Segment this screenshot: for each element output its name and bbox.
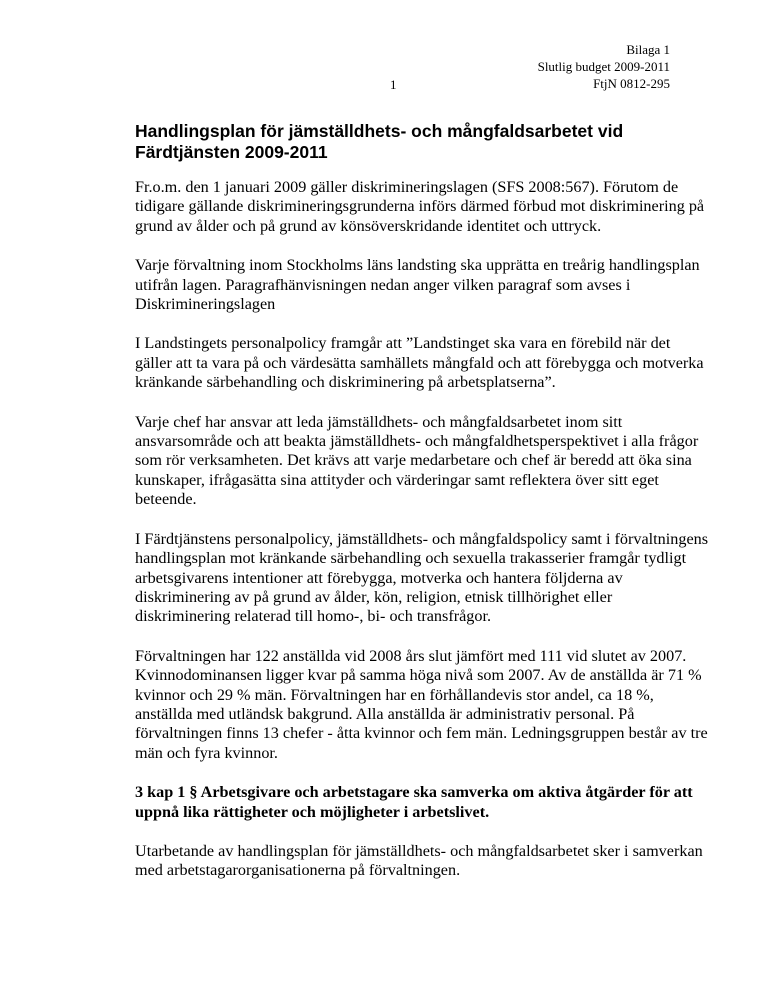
header-line-attachment: Bilaga 1	[626, 42, 670, 57]
document-title: Handlingsplan för jämställdhets- och mångfaldsarbetet vid Färdtjänsten 2009-2011	[135, 121, 624, 162]
paragraph-staff-policy: I Färdtjänstens personalpolicy, jämställdhets- och mångfaldspolicy samt i förvaltningens handlingsplan mot kränkande särbehandling och sexuella trakasserier framgår tydligt arbetsgivarens intentioner att förebygga, motverka och hantera följderna av diskriminering av på grund av ålder, kön, religion, etnisk tillhörighet eller diskriminering relaterad till homo-, bi- och transfrågor.	[135, 529, 709, 626]
document-body	[135, 178, 710, 901]
page-number: 1	[390, 77, 397, 92]
section-heading: 3 kap 1 § Arbetsgivare och arbetstagare ska samverka om aktiva åtgärder för att uppnå lika rättigheter och möjligheter i arbetslivet.	[135, 783, 693, 821]
paragraph-law-intro: Fr.o.m. den 1 januari 2009 gäller diskrimineringslagen (SFS 2008:567). Förutom de tidigare gällande diskrimineringsgrunderna införs därmed förbud mot diskriminering på grund av ålder och på grund av könsöverskridande identitet och uttryck.	[135, 178, 705, 235]
paragraph-manager-responsibility: Varje chef har ansvar att leda jämställdhets- och mångfaldsarbetet inom sitt ansvarsområde och att beakta jämställdhets- och mångfaldhetsperspektivet i alla frågor som rör verksamheten. Det krävs att varje medarbetare och chef är beredd att öka sina kunskaper, ifrågasätta sina attityder och värderingar samt reflektera över sitt eget beteende.	[135, 412, 699, 509]
paragraph-collaboration: Utarbetande av handlingsplan för jämställdhets- och mångfaldsarbetet sker i samverkan med arbetstagarorganisationerna på förvaltningen.	[135, 841, 703, 880]
paragraph-action-plan: Varje förvaltning inom Stockholms läns landsting ska upprätta en treårig handlingsplan utifrån lagen. Paragrafhänvisningen nedan anger vilken paragraf som avses i Diskrimineringslagen	[135, 256, 700, 314]
header-line-budget: Slutlig budget 2009-2011	[537, 59, 670, 74]
paragraph-staff-statistics: Förvaltningen har 122 anställda vid 2008 års slut jämfört med 111 vid slutet av 2007. Kvinnodominansen ligger kvar på samma höga nivå som 2007. Av de anställda är 71 % kvinnor och 29 % män. Förvaltningen har en förhållandevis stor andel, ca 18 %, anställda med utländsk bakgrund. Alla anställda är administrativ personal. På förvaltningen finns 13 chefer - åtta kvinnor och fem män. Ledningsgruppen består av tre män och fyra kvinnor.	[135, 646, 708, 762]
document-header	[538, 41, 670, 92]
header-line-reference: FtjN 0812-295	[593, 76, 670, 91]
paragraph-county-policy: I Landstingets personalpolicy framgår att ”Landstinget ska vara en förebild när det gäller att ta vara på och värdesätta samhällets mångfald och att förebygga och motverka kränkande särbehandling och diskriminering på arbetsplatserna”.	[135, 334, 704, 392]
